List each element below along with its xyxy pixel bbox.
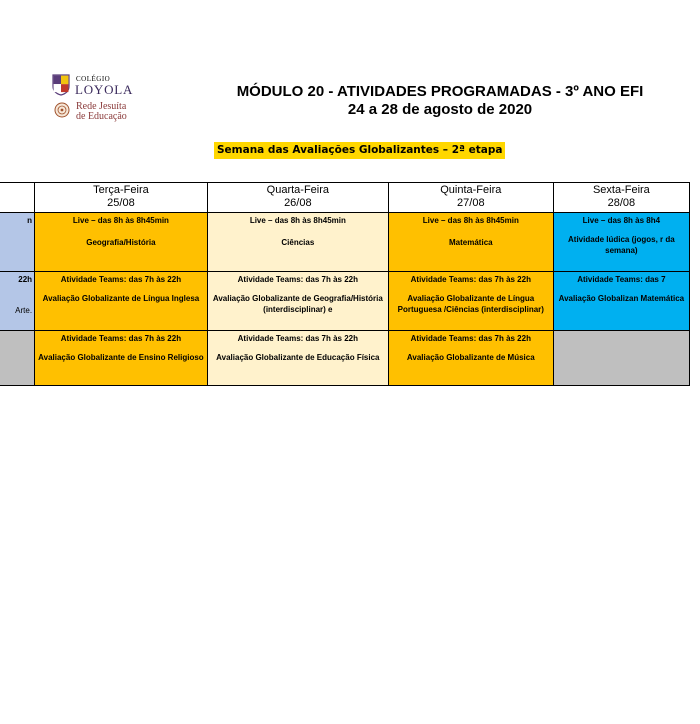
cell-activity: Geografia/História (86, 238, 156, 247)
cell-time: Live – das 8h às 8h45min (72, 216, 169, 225)
cell-activity: Avaliação Globalizante de Língua Portuguesa /Ciências (interdisciplinar) (397, 294, 544, 314)
cell-activity: Avaliação Globalizante de Música (406, 353, 535, 362)
rede-jesuita-label (76, 102, 127, 122)
header-cell-tuesday (35, 183, 208, 213)
cell-activity: Avaliação Globalizante de Educação Física (216, 353, 380, 362)
table-row (0, 331, 690, 386)
day-name: Quinta-Feira (440, 184, 502, 196)
day-date: 28/08 (607, 197, 636, 209)
table-row (0, 272, 690, 331)
cell-time: Atividade Teams: das 7h às 22h (410, 334, 531, 343)
schedule-cell (0, 213, 35, 272)
schedule-cell (388, 213, 553, 272)
cell-activity: Avaliação Globalizante de Língua Inglesa (42, 294, 200, 303)
cell-activity: Arte. (15, 306, 33, 315)
day-date: 26/08 (284, 197, 312, 209)
day-name: Terça-Feira (93, 184, 149, 196)
schedule-cell (388, 272, 553, 331)
schedule-table (0, 182, 690, 386)
rede-line-1: Rede Jesuíta (76, 101, 127, 112)
cell-activity: Avaliação Globalizan Matemática (558, 294, 685, 303)
day-date: 25/08 (107, 197, 135, 209)
schedule-cell-empty (553, 331, 689, 386)
header-cell-monday (0, 183, 35, 213)
cell-activity: Atividade lúdica (jogos, r da semana) (568, 235, 675, 255)
schedule-cell (388, 331, 553, 386)
shield-crest-icon (52, 74, 70, 96)
cell-time: Live – das 8h às 8h45min (249, 216, 346, 225)
colegio-loyola-logo (52, 74, 152, 130)
logo-brand-name: LOYOLA (75, 82, 134, 97)
schedule-cell (207, 331, 388, 386)
cell-time: Atividade Teams: das 7h às 22h (237, 334, 358, 343)
table-header-row (0, 183, 690, 213)
schedule-cell (207, 272, 388, 331)
header-cell-thursday (388, 183, 553, 213)
week-label: Semana das Avaliações Globalizantes – 2ª etapa (214, 142, 505, 159)
cell-time: Atividade Teams: das 7h às 22h (60, 334, 182, 343)
schedule-cell (35, 213, 208, 272)
cell-activity: Avaliação Globalizante de Ensino Religioso (38, 353, 204, 362)
table-row (0, 213, 690, 272)
cell-time: Atividade Teams: das 7h às 22h (410, 275, 531, 284)
cell-time: Atividade Teams: das 7h às 22h (237, 275, 358, 284)
schedule-cell (35, 272, 208, 331)
schedule-cell (35, 331, 208, 386)
page-subtitle-dates: 24 a 28 de agosto de 2020 (347, 101, 533, 118)
schedule-cell (553, 213, 689, 272)
schedule-cell (553, 272, 689, 331)
header-cell-friday (553, 183, 689, 213)
cell-activity: Ciências (281, 238, 315, 247)
cell-activity: Matemática (449, 238, 493, 247)
cell-time: 22h (18, 275, 33, 284)
schedule-cell (0, 272, 35, 331)
day-name: Quarta-Feira (266, 184, 330, 196)
cell-time: Live – das 8h às 8h4 (582, 216, 661, 225)
cell-time: Live – das 8h às 8h45min (422, 216, 519, 225)
schedule-cell-empty (0, 331, 35, 386)
cell-activity: Avaliação Globalizante de Geografia/História (interdisciplinar) e (212, 294, 383, 314)
cell-time: Atividade Teams: das 7h às 22h (60, 275, 182, 284)
rede-line-2: de Educação (76, 111, 127, 122)
cell-time: Atividade Teams: das 7 (577, 275, 666, 284)
schedule-cell (207, 213, 388, 272)
logo-brand-small: COLÉGIO (76, 75, 111, 83)
day-date: 27/08 (457, 197, 485, 209)
header-cell-wednesday (207, 183, 388, 213)
jesuit-seal-icon (54, 102, 70, 118)
day-name: Sexta-Feira (592, 184, 650, 196)
cell-time: n (27, 216, 33, 225)
page-title: MÓDULO 20 - ATIVIDADES PROGRAMADAS - 3º ANO EFI (236, 83, 644, 100)
